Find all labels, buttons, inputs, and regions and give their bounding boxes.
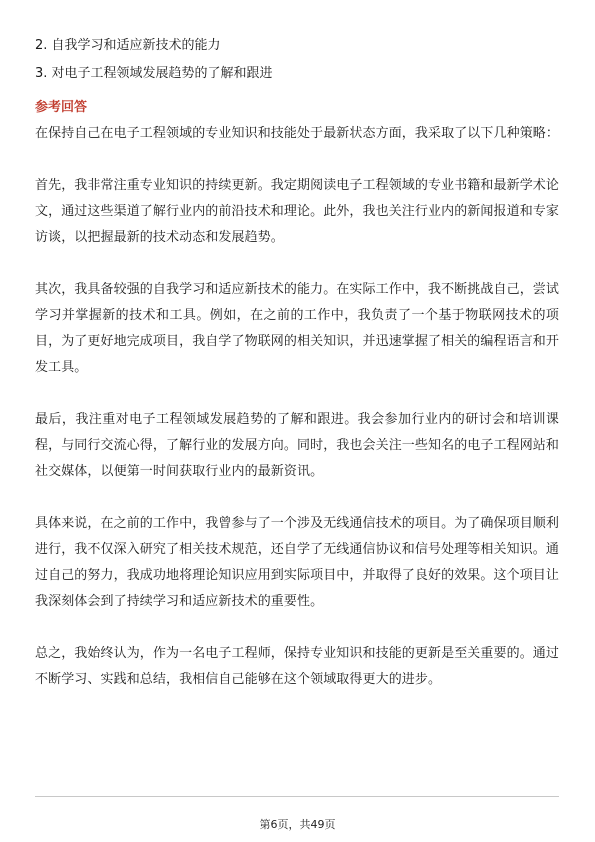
answer-body bbox=[35, 121, 559, 693]
list-item-3: 3. 对电子工程领域发展趋势的了解和跟进 bbox=[35, 66, 273, 81]
answer-paragraph-summary: 总之，我始终认为，作为一名电子工程师，保持专业知识和技能的更新是至关重要的。通过不断学习、实践和总结，我相信自己能够在这个领域取得更大的进步。 bbox=[35, 646, 560, 687]
answer-paragraph-example: 具体来说，在之前的工作中，我曾参与了一个涉及无线通信技术的项目。为了确保项目顺利进行，我不仅深入研究了相关技术规范，还自学了无线通信协议和信号处理等相关知识。通过自己的努力，我成功地将理论知识应用到实际项目中，并取得了良好的效果。这个项目让我深刻体会到了持续学习和适应新技术的重要性。 bbox=[35, 516, 560, 609]
answer-paragraph-first: 首先，我非常注重专业知识的持续更新。我定期阅读电子工程领域的专业书籍和最新学术论文，通过这些渠道了解行业内的前沿技术和理论。此外，我也关注行业内的新闻报道和专家访谈，以把握最新的技术动态和发展趋势。 bbox=[35, 178, 560, 245]
page-number: 第6页，共49页 bbox=[259, 818, 336, 831]
answer-paragraph-second: 其次，我具备较强的自我学习和适应新技术的能力。在实际工作中，我不断挑战自己，尝试学习并掌握新的技术和工具。例如，在之前的工作中，我负责了一个基于物联网技术的项目，为了更好地完成项目，我自学了物联网的相关知识，并迅速掌握了相关的编程语言和开发工具。 bbox=[35, 282, 560, 375]
list-item-2: 2. 自我学习和适应新技术的能力 bbox=[35, 38, 221, 53]
answer-paragraph-intro: 在保持自己在电子工程领域的专业知识和技能处于最新状态方面，我采取了以下几种策略： bbox=[35, 126, 560, 141]
footer-divider bbox=[35, 796, 559, 797]
answer-heading: 参考回答 bbox=[35, 100, 88, 115]
answer-paragraph-last: 最后，我注重对电子工程领域发展趋势的了解和跟进。我会参加行业内的研讨会和培训课程，与同行交流心得，了解行业的发展方向。同时，我也会关注一些知名的电子工程网站和社交媒体，以便第一时间获取行业内的最新资讯。 bbox=[35, 412, 560, 479]
